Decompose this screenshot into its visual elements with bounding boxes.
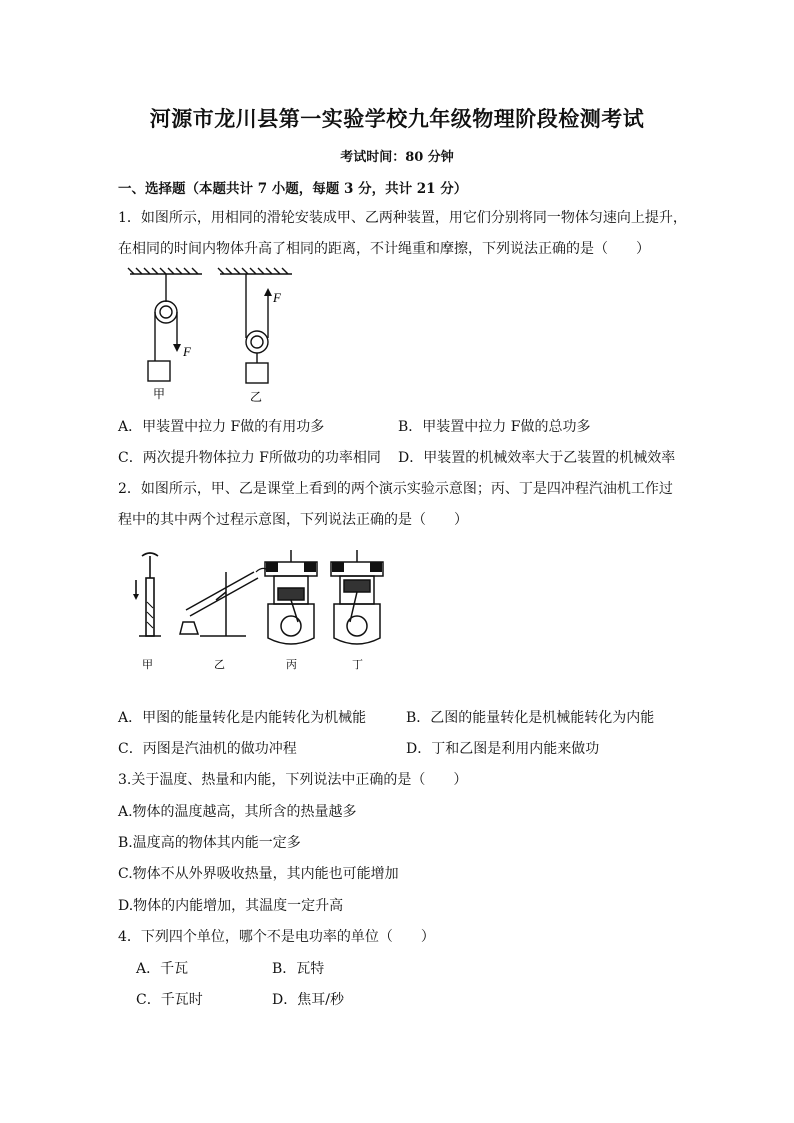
q1-option-b: B．甲装置中拉力 F做的总功多 — [398, 419, 591, 435]
q2-option-d: D．丁和乙图是利用内能来做功 — [406, 741, 600, 757]
page-title: 河源市龙川县第一实验学校九年级物理阶段检测考试 — [149, 106, 645, 131]
section-heading: 一、选择题（本题共计 7 小题，每题 3 分，共计 21 分） — [118, 181, 468, 197]
q2-experiment-figure — [128, 542, 388, 677]
q1-caption-yi: 乙 — [250, 390, 263, 404]
q3-option-a: A.物体的温度越高，其所含的热量越多 — [118, 804, 357, 820]
q1-pulley-figure — [126, 266, 296, 406]
q4-stem: 4．下列四个单位，哪个不是电功率的单位（ ） — [118, 929, 435, 945]
q3-option-b: B.温度高的物体其内能一定多 — [118, 835, 301, 851]
q3-stem: 3.关于温度、热量和内能，下列说法中正确的是（ ） — [118, 772, 468, 788]
q2-caption-yi: 乙 — [214, 658, 225, 671]
q4-option-b: B．瓦特 — [272, 961, 325, 977]
q2-caption-bing: 丙 — [286, 658, 297, 671]
q3-option-d: D.物体的内能增加，其温度一定升高 — [118, 898, 344, 914]
q1-force-label-jia: F — [183, 344, 191, 359]
q2-caption-ding: 丁 — [352, 658, 363, 671]
q2-option-a: A．甲图的能量转化是内能转化为机械能 — [118, 710, 367, 726]
q2-caption-jia: 甲 — [142, 658, 153, 671]
q1-force-label-yi: F — [273, 290, 281, 305]
q1-option-c: C．两次提升物体拉力 F所做功的功率相同 — [118, 450, 381, 466]
q1-option-d: D．甲装置的机械效率大于乙装置的机械效率 — [398, 450, 676, 466]
q2-option-b: B．乙图的能量转化是机械能转化为内能 — [406, 710, 655, 726]
q1-caption-jia: 甲 — [153, 387, 166, 401]
q2-option-c: C．丙图是汽油机的做功冲程 — [118, 741, 297, 757]
q3-option-c: C.物体不从外界吸收热量，其内能也可能增加 — [118, 866, 399, 882]
q2-stem-line1: 2．如图所示，甲、乙是课堂上看到的两个演示实验示意图；丙、丁是四冲程汽油机工作过 — [118, 481, 673, 497]
exam-duration: 考试时间：80 分钟 — [340, 150, 454, 165]
q1-stem-line2: 在相同的时间内物体升高了相同的距离，不计绳重和摩擦，下列说法正确的是（ ） — [118, 241, 650, 257]
q1-option-a: A．甲装置中拉力 F做的有用功多 — [118, 419, 325, 435]
q2-stem-line2: 程中的其中两个过程示意图，下列说法正确的是（ ） — [118, 512, 468, 528]
q1-stem-line1: 1．如图所示，用相同的滑轮安装成甲、乙两种装置，用它们分别将同一物体匀速向上提升， — [118, 210, 687, 226]
q4-option-d: D．焦耳/秒 — [272, 992, 344, 1008]
q4-option-c: C．千瓦时 — [136, 992, 203, 1008]
q4-option-a: A．千瓦 — [136, 961, 189, 977]
